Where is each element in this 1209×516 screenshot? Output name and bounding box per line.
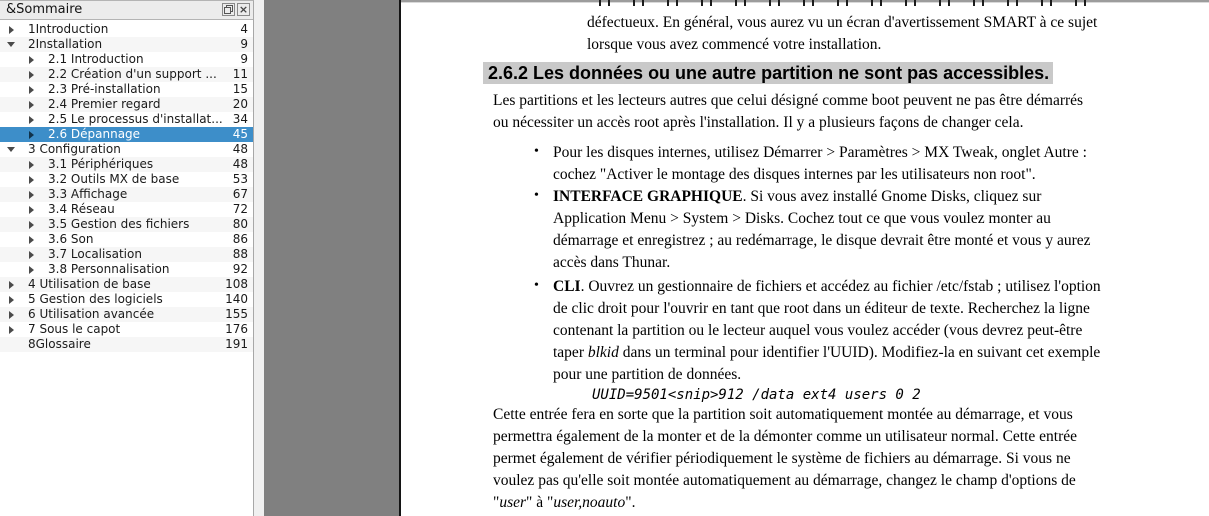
expand-arrow-slot[interactable]: [5, 22, 17, 37]
chevron-right-icon[interactable]: [29, 206, 34, 214]
toc-item-page-number: 48: [232, 142, 248, 156]
expand-arrow-slot[interactable]: [25, 82, 37, 97]
doc-line: [553, 342, 1209, 364]
toc-item-page-number: 45: [232, 127, 248, 141]
toc-item-page-number: 88: [232, 247, 248, 261]
expand-arrow-slot[interactable]: [25, 67, 37, 82]
toc-item-label: 1Introduction: [28, 22, 109, 36]
chevron-down-icon[interactable]: [7, 147, 15, 152]
doc-text-segment: pour une partition de données.: [553, 366, 742, 383]
doc-line: [534, 186, 1209, 208]
toc-tree: [0, 20, 253, 352]
doc-line: [493, 112, 1209, 134]
expand-arrow-slot[interactable]: [25, 187, 37, 202]
expand-arrow-slot[interactable]: [25, 127, 37, 142]
doc-line: [493, 448, 1209, 470]
chevron-right-icon[interactable]: [29, 176, 34, 184]
toc-sidebar-panel: [0, 0, 254, 516]
doc-line: [493, 90, 1209, 112]
doc-text-segment: taper: [553, 344, 588, 361]
toc-item[interactable]: [0, 307, 253, 322]
toc-item[interactable]: [0, 187, 253, 202]
doc-text-segment: ".: [625, 494, 636, 511]
toc-item-page-number: 92: [232, 262, 248, 276]
toc-item[interactable]: [0, 82, 253, 97]
toc-item-page-number: 108: [225, 277, 248, 291]
doc-text-segment: Les partitions et les lecteurs autres que celui désigné comme boot peuvent ne pas être démarrés: [493, 92, 1084, 109]
doc-text-segment: cochez "Activer le montage des disques internes par les utilisateurs non root".: [553, 166, 1036, 183]
toc-item-label: 2.2 Création d'un support ...: [48, 67, 217, 81]
toc-item[interactable]: [0, 37, 253, 52]
toc-item-page-number: 67: [232, 187, 248, 201]
doc-line: [553, 320, 1209, 342]
toc-item-page-number: 11: [232, 67, 248, 81]
toc-item-page-number: 86: [232, 232, 248, 246]
close-icon: ×: [238, 3, 249, 16]
toc-item[interactable]: [0, 127, 253, 142]
clipped-text-line: [599, 0, 1101, 6]
bullet-icon: •: [534, 188, 539, 203]
toc-item-page-number: 34: [232, 112, 248, 126]
chevron-right-icon[interactable]: [29, 56, 34, 64]
chevron-right-icon[interactable]: [29, 86, 34, 94]
doc-text-segment: user,noauto: [553, 494, 626, 511]
expand-arrow-slot[interactable]: [25, 157, 37, 172]
doc-line: [553, 364, 1209, 386]
chevron-right-icon[interactable]: [29, 221, 34, 229]
toc-item[interactable]: [0, 277, 253, 292]
float-icon: [224, 5, 233, 14]
doc-line: [553, 298, 1209, 320]
doc-text-segment: CLI: [553, 278, 581, 295]
toc-titlebar: [0, 1, 253, 20]
toc-item-page-number: 15: [232, 82, 248, 96]
expand-arrow-slot[interactable]: [5, 277, 17, 292]
fstab-code-line: [592, 386, 1209, 404]
expand-arrow-slot[interactable]: [25, 217, 37, 232]
expand-arrow-slot[interactable]: [5, 292, 17, 307]
chevron-right-icon[interactable]: [29, 251, 34, 259]
toc-item-label: 2.4 Premier regard: [48, 97, 161, 111]
toc-item[interactable]: [0, 52, 253, 67]
toc-item-label: 3.3 Affichage: [48, 187, 128, 201]
section-heading: [483, 62, 1209, 84]
toc-item-label: 2.1 Introduction: [48, 52, 144, 66]
doc-text-segment: Pour les disques internes, utilisez Démarrer > Paramètres > MX Tweak, onglet Autre :: [553, 144, 1087, 161]
doc-text-segment: Cette entrée fera en sorte que la partition soit automatiquement montée au démarrage, et vous: [493, 406, 1073, 423]
toc-item[interactable]: [0, 322, 253, 337]
toc-item-page-number: 4: [240, 22, 248, 36]
toc-item[interactable]: [0, 67, 253, 82]
toc-item-label: 2.5 Le processus d'installat...: [48, 112, 223, 126]
doc-text-segment: blkid: [587, 344, 619, 361]
toc-item-label: 3.4 Réseau: [48, 202, 115, 216]
toc-panel-title: &Sommaire: [6, 2, 83, 17]
chevron-right-icon[interactable]: [29, 131, 34, 139]
expand-arrow-slot[interactable]: [25, 172, 37, 187]
toc-item-label: 6 Utilisation avancée: [28, 307, 155, 321]
toc-item[interactable]: [0, 112, 253, 127]
doc-text-segment: contenant la partition ou le lecteur auquel vous voulez accéder (vous devrez peut-être: [553, 322, 1083, 339]
toc-item-page-number: 48: [232, 157, 248, 171]
doc-text-segment: voulez pas qu'elle soit montée automatiquement au démarrage, changez le champ d'options de: [493, 472, 1076, 489]
expand-arrow-slot[interactable]: [5, 322, 17, 337]
chevron-right-icon[interactable]: [9, 311, 14, 319]
chevron-right-icon[interactable]: [29, 266, 34, 274]
doc-text-segment: . Ouvrez un gestionnaire de fichiers et accédez au fichier /etc/fstab ; utilisez l'option: [580, 278, 1101, 295]
expand-arrow-slot[interactable]: [25, 232, 37, 247]
toc-item[interactable]: [0, 202, 253, 217]
toc-item[interactable]: [0, 337, 253, 352]
toc-item-page-number: 191: [225, 337, 248, 351]
toc-item-page-number: 72: [232, 202, 248, 216]
toc-item[interactable]: [0, 172, 253, 187]
doc-text-segment: lorsque vous avez commencé votre installation.: [587, 36, 882, 53]
doc-line: [493, 404, 1209, 426]
doc-text-segment: 2.6.2 Les données ou une autre partition ne sont pas accessibles.: [483, 62, 1053, 84]
doc-line: [493, 492, 1209, 514]
doc-line: [553, 252, 1209, 274]
toc-item-label: 2.6 Dépannage: [48, 127, 141, 141]
doc-text-segment: UUID=9501<snip>912 /data ext4 users 0 2: [592, 387, 921, 403]
chevron-down-icon[interactable]: [7, 42, 15, 47]
doc-text-segment: ou nécessiter un accès root après l'installation. Il y a plusieurs façons de changer cela.: [493, 114, 1024, 131]
chevron-right-icon[interactable]: [29, 161, 34, 169]
document-content: [401, 12, 1209, 514]
expand-arrow-slot[interactable]: [5, 307, 17, 322]
toc-item-page-number: 9: [240, 52, 248, 66]
expand-arrow-slot[interactable]: [5, 142, 17, 157]
toc-item-label: 4 Utilisation de base: [28, 277, 151, 291]
doc-line: [493, 470, 1209, 492]
chevron-right-icon[interactable]: [29, 71, 34, 79]
toc-item[interactable]: [0, 142, 253, 157]
doc-text-segment: " à ": [526, 494, 554, 511]
doc-text-segment: accès dans Thunar.: [553, 254, 671, 271]
expand-arrow-slot[interactable]: [5, 37, 17, 52]
doc-line: [553, 230, 1209, 252]
doc-text-segment: . Si vous avez installé Gnome Disks, cliquez sur: [742, 188, 1042, 205]
toc-item-page-number: 20: [232, 97, 248, 111]
doc-text-segment: user: [499, 494, 527, 511]
doc-line: [587, 12, 1209, 34]
pdf-page[interactable]: [399, 0, 1209, 516]
doc-line: [493, 426, 1209, 448]
expand-arrow-slot[interactable]: [25, 112, 37, 127]
toc-item[interactable]: [0, 247, 253, 262]
toc-item-page-number: 80: [232, 217, 248, 231]
doc-text-segment: INTERFACE GRAPHIQUE: [553, 188, 743, 205]
toc-item-label: 5 Gestion des logiciels: [28, 292, 163, 306]
doc-line: [534, 276, 1209, 298]
doc-text-segment: permet également de vérifier périodiquement le système de fichiers au démarrage. Si vous ne: [493, 450, 1071, 467]
chevron-right-icon[interactable]: [9, 26, 14, 34]
toc-item-label: 7 Sous le capot: [28, 322, 121, 336]
chevron-right-icon[interactable]: [29, 236, 34, 244]
doc-text-segment: dans un terminal pour identifier l'UUID). Modifiez-la en suivant cet exemple: [618, 344, 1101, 361]
toc-item-page-number: 53: [232, 172, 248, 186]
toc-item[interactable]: [0, 217, 253, 232]
doc-text-segment: démarrage et enregistrez ; au redémarrage, le disque devrait être monté et vous y aurez: [553, 232, 1091, 249]
toc-item[interactable]: [0, 292, 253, 307]
chevron-right-icon[interactable]: [29, 116, 34, 124]
toc-item-label: 3.2 Outils MX de base: [48, 172, 180, 186]
toc-item-page-number: 155: [225, 307, 248, 321]
toc-item-page-number: 140: [225, 292, 248, 306]
expand-arrow-slot[interactable]: [25, 247, 37, 262]
expand-arrow-slot[interactable]: [25, 202, 37, 217]
doc-line: [553, 208, 1209, 230]
toc-item[interactable]: [0, 97, 253, 112]
toc-item[interactable]: [0, 232, 253, 247]
toc-item[interactable]: [0, 262, 253, 277]
toc-item-label: 2Installation: [28, 37, 103, 51]
toc-item-label: 3.6 Son: [48, 232, 94, 246]
chevron-right-icon[interactable]: [9, 296, 14, 304]
doc-line: [534, 142, 1209, 164]
toc-item-label: 3.7 Localisation: [48, 247, 142, 261]
toc-item[interactable]: [0, 22, 253, 37]
bullet-icon: •: [534, 278, 539, 293]
panel-splitter[interactable]: [254, 0, 264, 516]
expand-arrow-slot: [5, 337, 17, 352]
close-panel-button[interactable]: [237, 3, 250, 16]
toc-item[interactable]: [0, 157, 253, 172]
bullet-icon: •: [534, 144, 539, 159]
chevron-right-icon[interactable]: [9, 326, 14, 334]
doc-line: [553, 164, 1209, 186]
chevron-right-icon[interactable]: [29, 101, 34, 109]
toc-item-label: 3.5 Gestion des fichiers: [48, 217, 190, 231]
toc-item-label: 2.3 Pré-installation: [48, 82, 161, 96]
expand-arrow-slot[interactable]: [25, 262, 37, 277]
expand-arrow-slot[interactable]: [25, 97, 37, 112]
toc-item-page-number: 176: [225, 322, 248, 336]
chevron-right-icon[interactable]: [29, 191, 34, 199]
doc-text-segment: permettra également de la monter et de la démonter comme un utilisateur normal. Cette entrée: [493, 428, 1078, 445]
toc-item-label: 3.8 Personnalisation: [48, 262, 170, 276]
doc-text-segment: Application Menu > System > Disks. Cochez tout ce que vous voulez monter au: [553, 210, 1051, 227]
float-panel-button[interactable]: [222, 3, 235, 16]
expand-arrow-slot[interactable]: [25, 52, 37, 67]
toc-item-label: 3 Configuration: [28, 142, 121, 156]
chevron-right-icon[interactable]: [9, 281, 14, 289]
toc-item-label: 3.1 Périphériques: [48, 157, 154, 171]
doc-line: [587, 34, 1209, 56]
doc-text-segment: ": [493, 494, 500, 511]
toc-item-label: 8Glossaire: [28, 337, 91, 351]
doc-text-segment: défectueux. En général, vous aurez vu un écran d'avertissement SMART à ce sujet: [587, 14, 1098, 31]
doc-text-segment: de clic droit pour l'ouvrir en tant que root dans un éditeur de texte. Recherchez la ligne: [553, 300, 1090, 317]
toc-item-page-number: 9: [240, 37, 248, 51]
